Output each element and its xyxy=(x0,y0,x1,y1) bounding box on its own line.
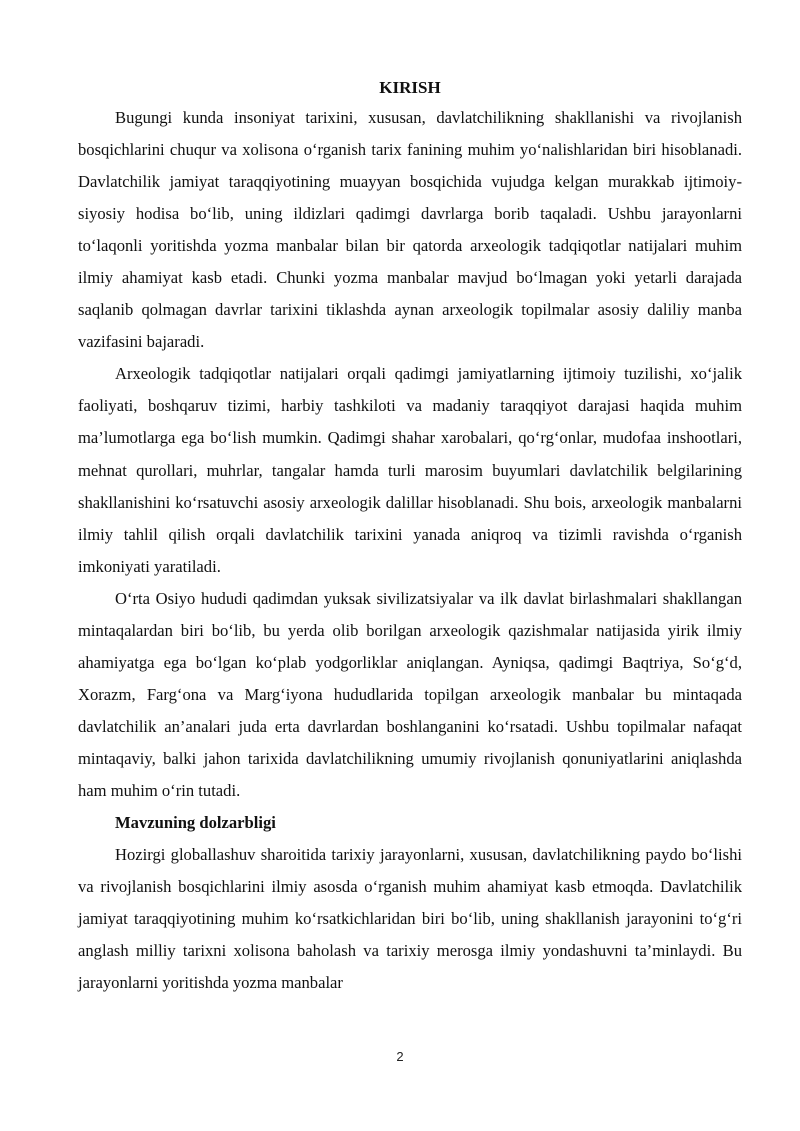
paragraph-intro: Bugungi kunda insoniyat tarixini, xususan, davlatchilikning shakllanishi va rivojlanish bosqichlarini chuqur va xolisona o‘rganish tarix fanining muhim yo‘nalishlaridan biri hisoblanadi. Davlatchilik jamiyat taraqqiyotining muayyan bosqichida vujudga kelgan murakkab ijtimoiy-siyosiy hodisa bo‘lib, uning ildizlari qadimgi davrlarga borib taqaladi. Ushbu jarayonlarni to‘laqonli yoritishda yozma manbalar bilan bir qatorda arxeologik tadqiqotlar natijalari muhim ilmiy ahamiyat kasb etadi. Chunki yozma manbalar mavjud bo‘lmagan yoki yetarli darajada saqlanib qolmagan davrlar tarixini tiklashda aynan arxeologik topilmalar asosiy daliliy manba vazifasini bajaradi. xyxy=(78,108,742,352)
page-title: KIRISH xyxy=(379,78,441,97)
document-page xyxy=(78,74,742,999)
section-heading-relevance: Mavzuning dolzarbligi xyxy=(115,813,276,833)
paragraph-archaeology: Arxeologik tadqiqotlar natijalari orqali qadimgi jamiyatlarning ijtimoiy tuzilishi, xo‘jalik faoliyati, boshqaruv tizimi, harbiy tashkiloti va madaniy taraqqiyot darajasi haqida muhim ma’lumotlarga ega bo‘lish mumkin. Qadimgi shahar xarobalari, qo‘rg‘onlar, mudofaa inshootlari, mehnat qurollari, muhrlar, tangalar hamda turli marosim buyumlari davlatchilik belgilarining shakllanishini ko‘rsatuvchi asosiy arxeologik dalillar hisoblanadi. Shu bois, arxeologik manbalarni ilmiy tahlil qilish orqali davlatchilik tarixini yanada aniqroq va tizimli ravishda o‘rganish imkoniyati yaratiladi. xyxy=(78,364,742,576)
paragraph-relevance: Hozirgi globallashuv sharoitida tarixiy jarayonlarni, xususan, davlatchilikning paydo bo‘lishi va rivojlanish bosqichlarini ilmiy asosda o‘rganish muhim ahamiyat kasb etmoqda. Davlatchilik jamiyat taraqqiyotining muhim ko‘rsatkichlaridan biri bo‘lib, uning shakllanish jarayonini to‘g‘ri anglash milliy tarixni xolisona baholash va tarixiy merosga ilmiy yondashuvni ta’minlaydi. Bu jarayonlarni yoritishda yozma manbalar xyxy=(78,845,742,993)
page-number: 2 xyxy=(396,1049,404,1064)
paragraph-central-asia: O‘rta Osiyo hududi qadimdan yuksak sivilizatsiyalar va ilk davlat birlashmalari shakllangan mintaqalardan biri bo‘lib, bu yerda olib borilgan arxeologik qazishmalar natijasida yirik ilmiy ahamiyatga ega bo‘lgan ko‘plab yodgorliklar aniqlangan. Ayniqsa, qadimgi Baqtriya, So‘g‘d, Xorazm, Farg‘ona va Marg‘iyona hududlarida topilgan arxeologik manbalar bu mintaqada davlatchilik an’analari juda erta davrlardan boshlanganini ko‘rsatadi. Ushbu topilmalar nafaqat mintaqaviy, balki jahon tarixida davlatchilikning umumiy rivojlanish qonuniyatlarini aniqlashda ham muhim o‘rin tutadi. xyxy=(78,588,742,800)
